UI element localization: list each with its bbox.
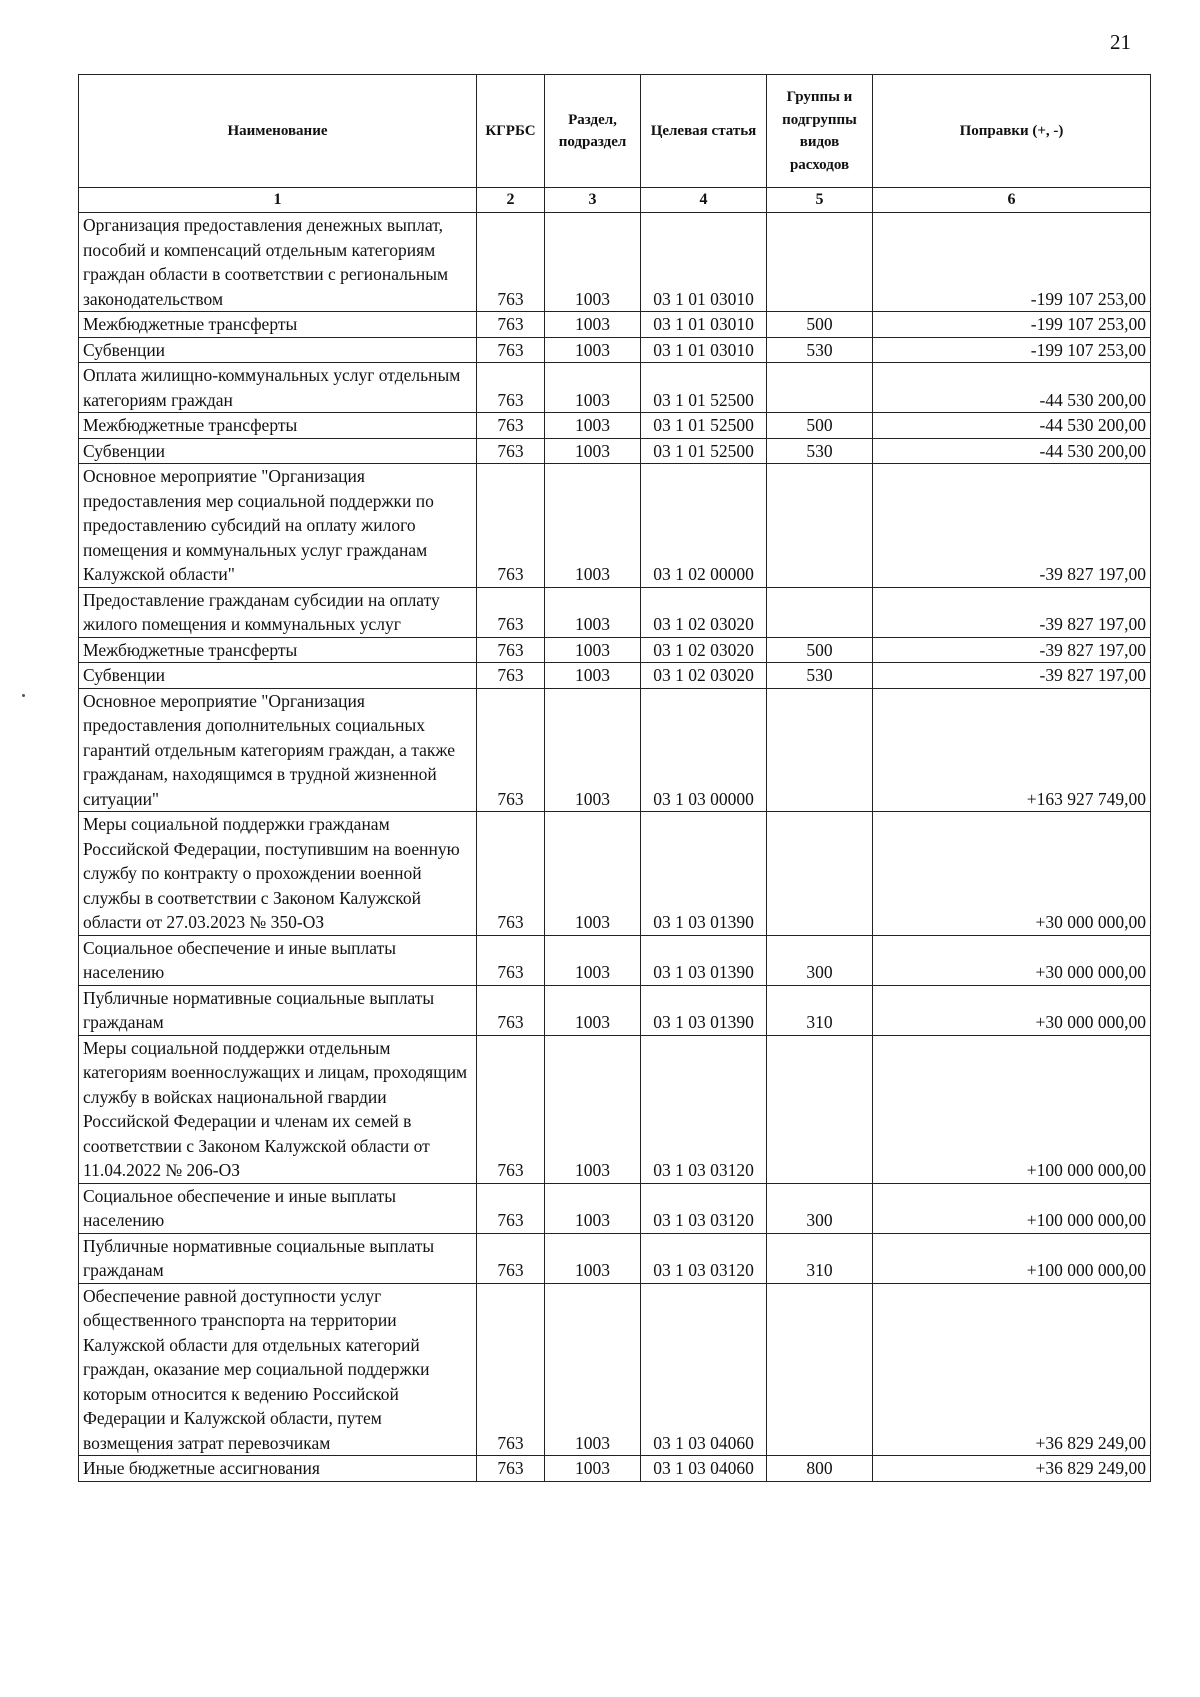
header-name: Наименование <box>79 75 477 188</box>
header-section: Раздел, подраздел <box>545 75 641 188</box>
column-number: 6 <box>873 188 1151 213</box>
row-group: 530 <box>767 438 873 464</box>
row-target: 03 1 03 01390 <box>641 935 767 985</box>
row-amount: -199 107 253,00 <box>873 213 1151 312</box>
column-number: 3 <box>545 188 641 213</box>
row-target: 03 1 02 03020 <box>641 637 767 663</box>
row-section: 1003 <box>545 935 641 985</box>
row-target: 03 1 03 03120 <box>641 1233 767 1283</box>
row-section: 1003 <box>545 1456 641 1482</box>
row-kgrbs: 763 <box>477 985 545 1035</box>
row-section: 1003 <box>545 1183 641 1233</box>
row-name: Обеспечение равной доступности услуг общественного транспорта на территории Калужской области для отдельных категорий граждан, оказание мер социальной поддержки которым относится к ведению Российской Федерации и Калужской области, путем возмещения затрат перевозчикам <box>79 1283 477 1456</box>
row-group: 300 <box>767 1183 873 1233</box>
row-name: Оплата жилищно-коммунальных услуг отдельным категориям граждан <box>79 363 477 413</box>
row-amount: -39 827 197,00 <box>873 637 1151 663</box>
row-amount: +100 000 000,00 <box>873 1233 1151 1283</box>
row-name: Публичные нормативные социальные выплаты гражданам <box>79 1233 477 1283</box>
row-name: Межбюджетные трансферты <box>79 312 477 338</box>
table-row <box>79 985 1151 1035</box>
table-row <box>79 464 1151 588</box>
row-name: Организация предоставления денежных выплат, пособий и компенсаций отдельным категориям граждан области в соответствии с региональным законодательством <box>79 213 477 312</box>
row-name: Меры социальной поддержки гражданам Российской Федерации, поступившим на военную службу по контракту о прохождении военной службы в соответствии с Законом Калужской области от 27.03.2023 № 350-ОЗ <box>79 812 477 936</box>
column-number: 4 <box>641 188 767 213</box>
row-name: Публичные нормативные социальные выплаты гражданам <box>79 985 477 1035</box>
row-kgrbs: 763 <box>477 1035 545 1183</box>
row-section: 1003 <box>545 438 641 464</box>
row-kgrbs: 763 <box>477 663 545 689</box>
row-group: 800 <box>767 1456 873 1482</box>
header-row <box>79 75 1151 188</box>
header-target: Целевая статья <box>641 75 767 188</box>
row-name: Иные бюджетные ассигнования <box>79 1456 477 1482</box>
row-group: 500 <box>767 413 873 439</box>
row-target: 03 1 01 03010 <box>641 312 767 338</box>
table-row <box>79 213 1151 312</box>
row-section: 1003 <box>545 312 641 338</box>
row-section: 1003 <box>545 1035 641 1183</box>
row-kgrbs: 763 <box>477 812 545 936</box>
row-section: 1003 <box>545 663 641 689</box>
table-row <box>79 637 1151 663</box>
row-group: 310 <box>767 1233 873 1283</box>
row-kgrbs: 763 <box>477 337 545 363</box>
row-amount: +36 829 249,00 <box>873 1283 1151 1456</box>
table-row <box>79 1233 1151 1283</box>
row-kgrbs: 763 <box>477 935 545 985</box>
row-name: Социальное обеспечение и иные выплаты населению <box>79 1183 477 1233</box>
row-group: 530 <box>767 663 873 689</box>
row-section: 1003 <box>545 812 641 936</box>
row-amount: -199 107 253,00 <box>873 312 1151 338</box>
row-name: Межбюджетные трансферты <box>79 637 477 663</box>
budget-amendments-table <box>78 74 1151 1482</box>
row-section: 1003 <box>545 1283 641 1456</box>
column-number: 2 <box>477 188 545 213</box>
row-name: Субвенции <box>79 663 477 689</box>
table-row <box>79 587 1151 637</box>
row-target: 03 1 01 52500 <box>641 363 767 413</box>
row-group: 310 <box>767 985 873 1035</box>
table-row <box>79 935 1151 985</box>
row-kgrbs: 763 <box>477 1456 545 1482</box>
row-amount: -44 530 200,00 <box>873 363 1151 413</box>
row-group <box>767 363 873 413</box>
row-name: Субвенции <box>79 337 477 363</box>
row-amount: +36 829 249,00 <box>873 1456 1151 1482</box>
table-row <box>79 663 1151 689</box>
header-groups: Группы и подгруппы видов расходов <box>767 75 873 188</box>
row-target: 03 1 03 00000 <box>641 688 767 812</box>
row-target: 03 1 01 52500 <box>641 413 767 439</box>
row-name: Субвенции <box>79 438 477 464</box>
row-kgrbs: 763 <box>477 1233 545 1283</box>
row-amount: +30 000 000,00 <box>873 985 1151 1035</box>
row-target: 03 1 03 03120 <box>641 1183 767 1233</box>
table-row <box>79 413 1151 439</box>
row-name: Межбюджетные трансферты <box>79 413 477 439</box>
row-amount: -44 530 200,00 <box>873 413 1151 439</box>
row-kgrbs: 763 <box>477 1183 545 1233</box>
row-name: Основное мероприятие "Организация предоставления мер социальной поддержки по предоставлению субсидий на оплату жилого помещения и коммунальных услуг гражданам Калужской области" <box>79 464 477 588</box>
row-group <box>767 1283 873 1456</box>
row-name: Предоставление гражданам субсидии на оплату жилого помещения и коммунальных услуг <box>79 587 477 637</box>
row-name: Основное мероприятие "Организация предоставления дополнительных социальных гарантий отдельным категориям граждан, а также гражданам, находящимся в трудной жизненной ситуации" <box>79 688 477 812</box>
column-number: 1 <box>79 188 477 213</box>
column-number-row <box>79 188 1151 213</box>
row-group <box>767 1035 873 1183</box>
table-row <box>79 688 1151 812</box>
row-amount: -39 827 197,00 <box>873 663 1151 689</box>
row-section: 1003 <box>545 464 641 588</box>
row-target: 03 1 03 01390 <box>641 812 767 936</box>
row-target: 03 1 03 04060 <box>641 1456 767 1482</box>
header-kgrbs: КГРБС <box>477 75 545 188</box>
row-group: 300 <box>767 935 873 985</box>
row-group: 530 <box>767 337 873 363</box>
row-amount: -44 530 200,00 <box>873 438 1151 464</box>
row-target: 03 1 03 03120 <box>641 1035 767 1183</box>
row-section: 1003 <box>545 413 641 439</box>
row-kgrbs: 763 <box>477 587 545 637</box>
table-row <box>79 1183 1151 1233</box>
row-kgrbs: 763 <box>477 1283 545 1456</box>
row-kgrbs: 763 <box>477 312 545 338</box>
row-target: 03 1 01 03010 <box>641 213 767 312</box>
table-row <box>79 812 1151 936</box>
row-section: 1003 <box>545 363 641 413</box>
row-section: 1003 <box>545 637 641 663</box>
row-amount: +100 000 000,00 <box>873 1183 1151 1233</box>
row-group: 500 <box>767 637 873 663</box>
row-kgrbs: 763 <box>477 637 545 663</box>
row-amount: -199 107 253,00 <box>873 337 1151 363</box>
row-section: 1003 <box>545 213 641 312</box>
row-group: 500 <box>767 312 873 338</box>
row-target: 03 1 03 01390 <box>641 985 767 1035</box>
row-group <box>767 587 873 637</box>
row-section: 1003 <box>545 337 641 363</box>
table-row <box>79 1456 1151 1482</box>
row-kgrbs: 763 <box>477 213 545 312</box>
row-amount: +30 000 000,00 <box>873 812 1151 936</box>
row-amount: +163 927 749,00 <box>873 688 1151 812</box>
row-target: 03 1 02 03020 <box>641 587 767 637</box>
row-kgrbs: 763 <box>477 464 545 588</box>
page-number: 21 <box>1110 30 1131 54</box>
row-target: 03 1 02 00000 <box>641 464 767 588</box>
table-row <box>79 337 1151 363</box>
row-section: 1003 <box>545 1233 641 1283</box>
row-target: 03 1 03 04060 <box>641 1283 767 1456</box>
row-kgrbs: 763 <box>477 413 545 439</box>
row-amount: +30 000 000,00 <box>873 935 1151 985</box>
table-row <box>79 438 1151 464</box>
row-kgrbs: 763 <box>477 438 545 464</box>
row-target: 03 1 01 03010 <box>641 337 767 363</box>
row-section: 1003 <box>545 587 641 637</box>
row-amount: -39 827 197,00 <box>873 464 1151 588</box>
row-amount: +100 000 000,00 <box>873 1035 1151 1183</box>
row-target: 03 1 02 03020 <box>641 663 767 689</box>
row-name: Меры социальной поддержки отдельным категориям военнослужащих и лицам, проходящим службу в войсках национальной гвардии Российской Федерации и членам их семей в соответствии с Законом Калужской области от 11.04.2022 № 206-ОЗ <box>79 1035 477 1183</box>
table-row <box>79 1283 1151 1456</box>
row-group <box>767 213 873 312</box>
header-amendments: Поправки (+, -) <box>873 75 1151 188</box>
column-number: 5 <box>767 188 873 213</box>
row-amount: -39 827 197,00 <box>873 587 1151 637</box>
table-row <box>79 312 1151 338</box>
row-section: 1003 <box>545 688 641 812</box>
row-kgrbs: 763 <box>477 363 545 413</box>
table-row <box>79 1035 1151 1183</box>
row-section: 1003 <box>545 985 641 1035</box>
row-target: 03 1 01 52500 <box>641 438 767 464</box>
table-row <box>79 363 1151 413</box>
scan-speck <box>22 694 25 697</box>
row-name: Социальное обеспечение и иные выплаты населению <box>79 935 477 985</box>
row-kgrbs: 763 <box>477 688 545 812</box>
row-group <box>767 464 873 588</box>
row-group <box>767 688 873 812</box>
row-group <box>767 812 873 936</box>
